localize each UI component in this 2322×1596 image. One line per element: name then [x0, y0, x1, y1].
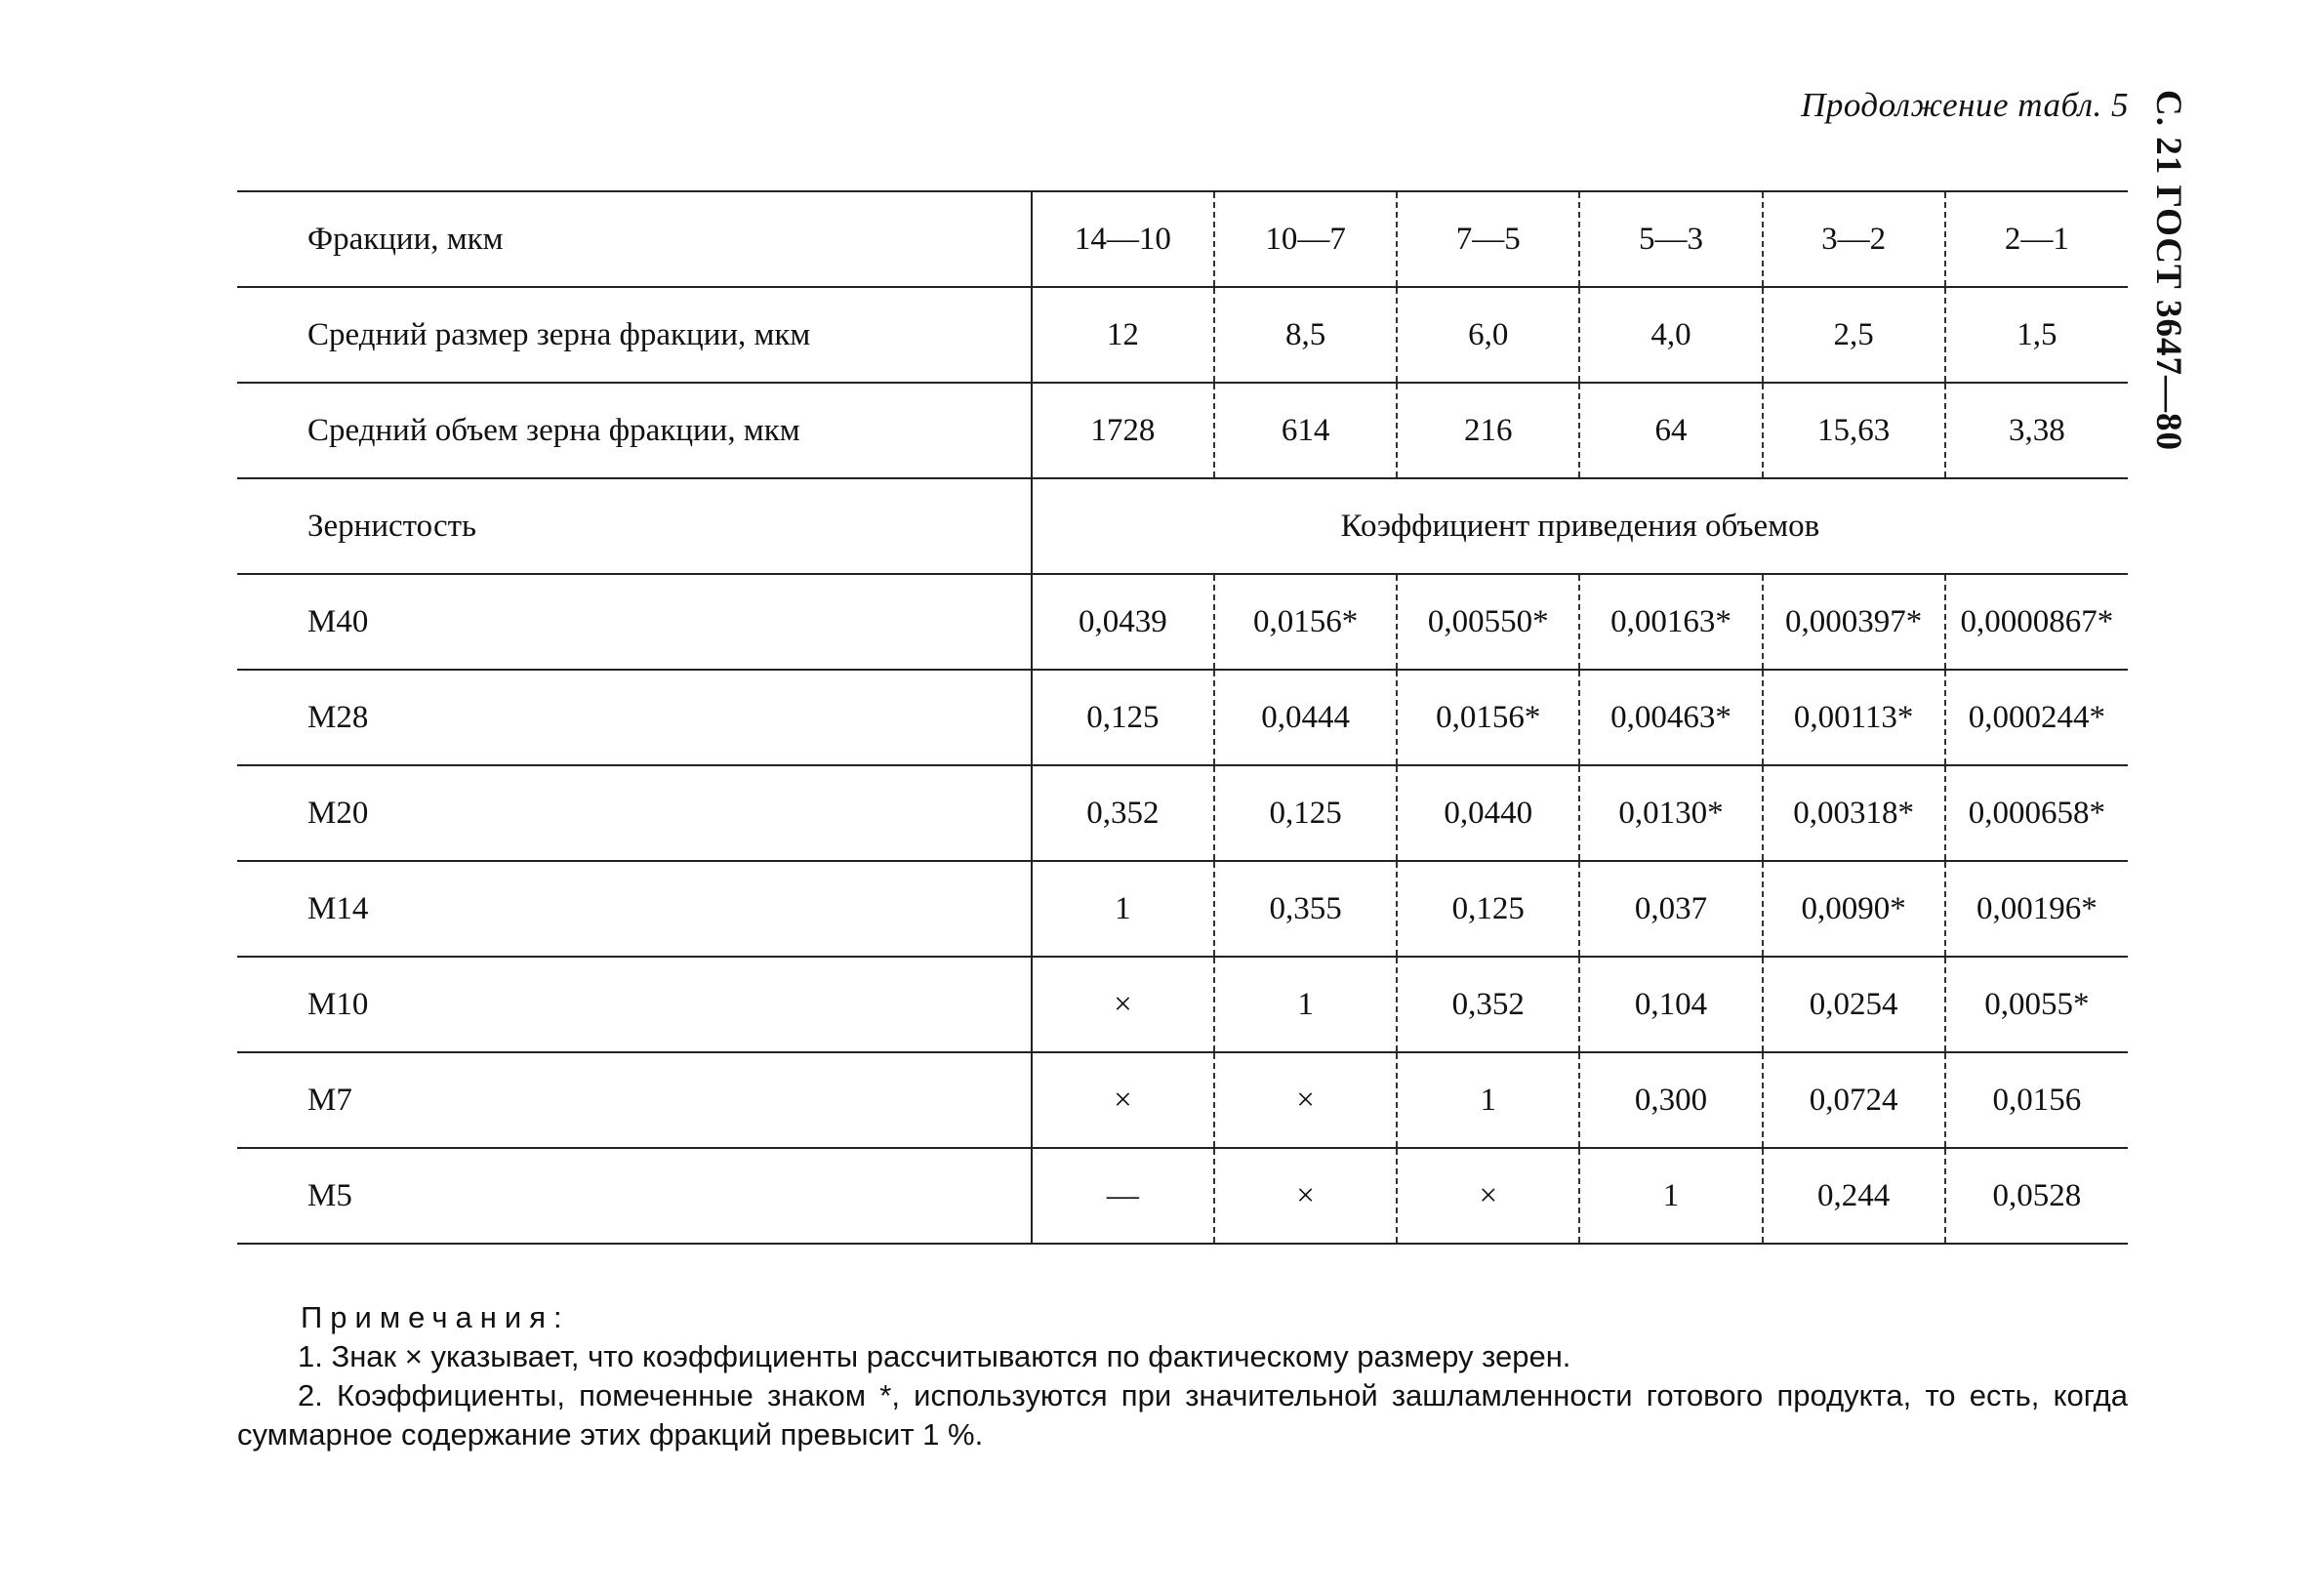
row-label: М40	[237, 574, 1032, 670]
page-header-standard: С. 21 ГОСТ 3647—80	[2148, 90, 2188, 451]
table-cell: 3,38	[1945, 383, 2128, 478]
table-cell: 0,000397*	[1763, 574, 1945, 670]
table-cell: 0,00196*	[1945, 861, 2128, 957]
table-cell: 5—3	[1579, 191, 1762, 287]
table-cell: 0,0000867*	[1945, 574, 2128, 670]
row-label: Фракции, мкм	[237, 191, 1032, 287]
row-label: М20	[237, 765, 1032, 861]
table-cell: 15,63	[1763, 383, 1945, 478]
table-cell: 216	[1397, 383, 1579, 478]
note-item: 1. Знак × указывает, что коэффициенты рассчитываются по фактическому размеру зерен.	[298, 1339, 1571, 1373]
table-cell: 0,000244*	[1945, 670, 2128, 765]
table-cell: 0,00113*	[1763, 670, 1945, 765]
row-label: Средний размер зерна фракции, мкм	[237, 287, 1032, 383]
table-cell: ×	[1397, 1148, 1579, 1244]
table-cell: 64	[1579, 383, 1762, 478]
coefficient-table-container	[237, 190, 2128, 1245]
table-row	[237, 1148, 2128, 1244]
table-cell: 0,00550*	[1397, 574, 1579, 670]
table-cell: 0,0254	[1763, 957, 1945, 1052]
table-cell: 0,352	[1397, 957, 1579, 1052]
row-label: М5	[237, 1148, 1032, 1244]
table-row	[237, 957, 2128, 1052]
table-cell: ×	[1214, 1052, 1397, 1148]
table-cell: 0,0440	[1397, 765, 1579, 861]
table-cell: 0,355	[1214, 861, 1397, 957]
table-cell: 8,5	[1214, 287, 1397, 383]
table-cell: ×	[1032, 957, 1214, 1052]
table-row	[237, 383, 2128, 478]
table-cell: 4,0	[1579, 287, 1762, 383]
table-cell: 0,0439	[1032, 574, 1214, 670]
table-cell: 1	[1032, 861, 1214, 957]
table-cell: 0,0055*	[1945, 957, 2128, 1052]
table-cell: 0,000658*	[1945, 765, 2128, 861]
table-cell: ×	[1032, 1052, 1214, 1148]
column-group-header: Коэффициент приведения объемов	[1032, 478, 2128, 574]
table-cell: 0,00463*	[1579, 670, 1762, 765]
table-cell: 10—7	[1214, 191, 1397, 287]
table-row	[237, 287, 2128, 383]
table-cell: 0,0528	[1945, 1148, 2128, 1244]
row-label: М10	[237, 957, 1032, 1052]
table-cell: 1	[1397, 1052, 1579, 1148]
table-body	[237, 191, 2128, 1244]
table-cell: 0,00318*	[1763, 765, 1945, 861]
table-cell: 0,0444	[1214, 670, 1397, 765]
table-cell: 0,244	[1763, 1148, 1945, 1244]
table-cell: 0,0724	[1763, 1052, 1945, 1148]
table-row	[237, 765, 2128, 861]
table-cell: 0,125	[1214, 765, 1397, 861]
row-label: М14	[237, 861, 1032, 957]
table-row	[237, 191, 2128, 287]
table-cell: 0,125	[1032, 670, 1214, 765]
table-cell: 614	[1214, 383, 1397, 478]
table-cell: ×	[1214, 1148, 1397, 1244]
table-cell: 3—2	[1763, 191, 1945, 287]
table-cell: 14—10	[1032, 191, 1214, 287]
coefficient-table	[237, 190, 2128, 1245]
table-cell: 0,0130*	[1579, 765, 1762, 861]
table-caption: Продолжение табл. 5	[1801, 86, 2129, 124]
notes-title: Примечания:	[301, 1300, 570, 1334]
table-cell: 1728	[1032, 383, 1214, 478]
table-row	[237, 861, 2128, 957]
row-label: Зернистость	[237, 478, 1032, 574]
table-row	[237, 574, 2128, 670]
table-cell: 1,5	[1945, 287, 2128, 383]
table-cell: 0,0090*	[1763, 861, 1945, 957]
table-cell: 12	[1032, 287, 1214, 383]
notes-section	[237, 1298, 2128, 1454]
row-label: Средний объем зерна фракции, мкм	[237, 383, 1032, 478]
table-row	[237, 1052, 2128, 1148]
table-cell: 1	[1579, 1148, 1762, 1244]
table-cell: —	[1032, 1148, 1214, 1244]
table-cell: 0,037	[1579, 861, 1762, 957]
row-label: М7	[237, 1052, 1032, 1148]
table-cell: 0,125	[1397, 861, 1579, 957]
row-label: М28	[237, 670, 1032, 765]
table-cell: 1	[1214, 957, 1397, 1052]
table-cell: 0,0156*	[1397, 670, 1579, 765]
table-cell: 0,0156	[1945, 1052, 2128, 1148]
table-cell: 0,104	[1579, 957, 1762, 1052]
table-cell: 2,5	[1763, 287, 1945, 383]
table-row	[237, 478, 2128, 574]
table-cell: 7—5	[1397, 191, 1579, 287]
table-cell: 2—1	[1945, 191, 2128, 287]
table-cell: 0,300	[1579, 1052, 1762, 1148]
table-cell: 6,0	[1397, 287, 1579, 383]
note-item: 2. Коэффициенты, помеченные знаком *, используются при значительной зашламленности готового продукта, то есть, когда суммарное содержание этих фракций превысит 1 %.	[237, 1378, 2128, 1452]
table-cell: 0,352	[1032, 765, 1214, 861]
table-cell: 0,0156*	[1214, 574, 1397, 670]
table-cell: 0,00163*	[1579, 574, 1762, 670]
table-row	[237, 670, 2128, 765]
